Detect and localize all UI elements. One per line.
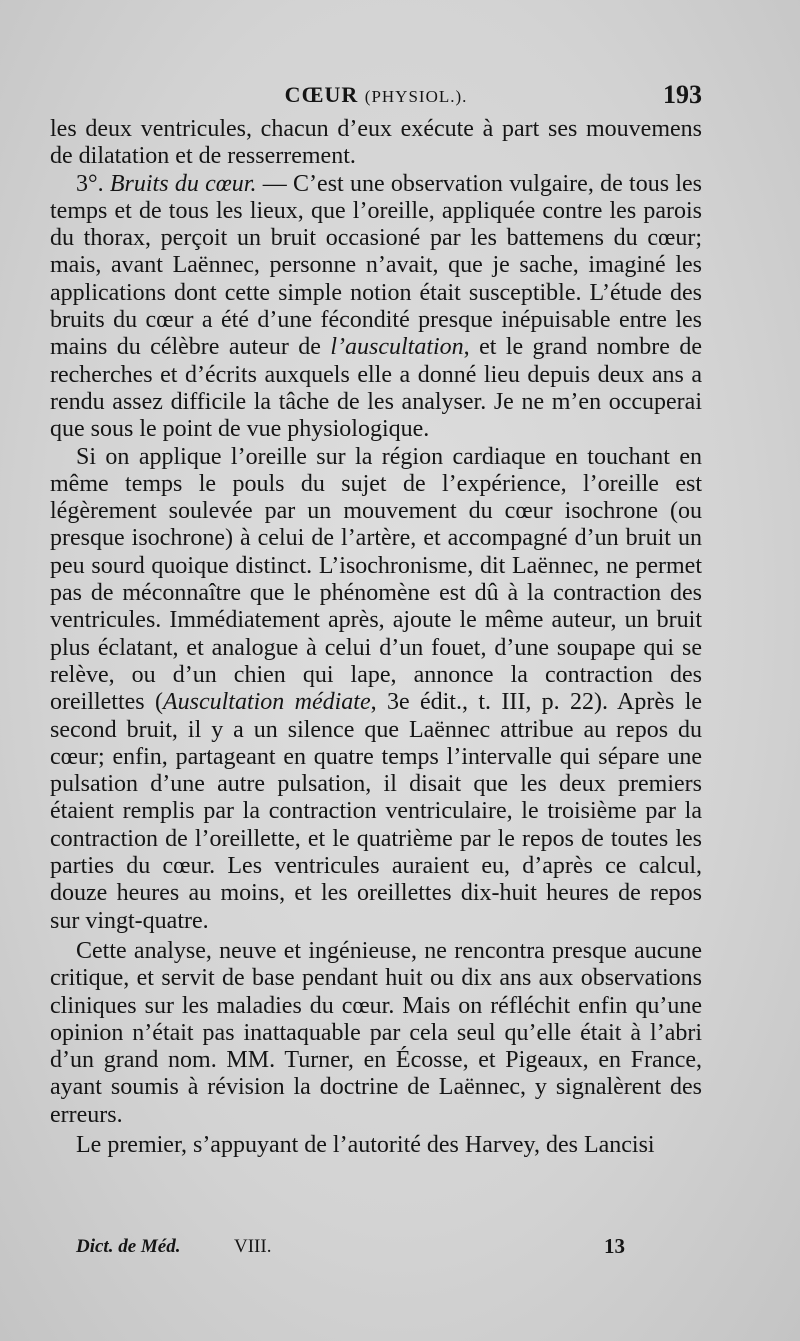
text-run: Si on applique l’oreille sur la région cardiaque en touchant en même temps le pouls du sujet de l’expérience, l’oreille est légèrement soulevée par un mouvement du cœur isochrone (ou presque isochrone) à celui de l’artère, et accompagné d’un bruit un peu sourd quoique distinct. L’isochronisme, dit Laënnec, ne permet pas de méconnaître que le phénomène est dû à la contraction des ventricules. Immédiatement après, ajoute le même auteur, un bruit plus éclatant, et analogue à celui d’un fouet, d’une soupape qui se relève, ou d’un chien qui lape, annonce la contraction des oreillettes ( <box>50 443 702 716</box>
paragraph <box>50 116 702 171</box>
page-header <box>50 82 702 116</box>
paragraph <box>50 444 702 935</box>
page-number: 193 <box>663 80 702 109</box>
text-run: les deux ventricules, chacun d’eux exécute à part ses mouvemens de dilatation et de resserrement. <box>50 116 702 170</box>
text-run: , 3e édit., t. III, p. 22). Après le second bruit, il y a un silence que Laënnec attribue au repos du cœur; enfin, partageant en quatre temps l’intervalle qui sépare une pulsation d’une autre pulsation, il disait que les deux premiers étaient remplis par la contraction ventriculaire, le troisième par la contraction de l’oreillette, et le quatrième par le repos de toutes les parties du cœur. Les ventricules auraient eu, d’après ce calcul, douze heures au moins, et les oreillettes dix-huit heures de repos sur vingt-quatre. <box>50 689 703 934</box>
italic-text: Auscultation médiate <box>162 689 371 716</box>
italic-text: l’auscultation <box>330 334 464 361</box>
signature-number: 13 <box>604 1234 625 1258</box>
text-run: — C’est une observation vulgaire, de tous les temps et de tous les lieux, que l’oreille, appliquée contre les parois du thorax, perçoit un bruit occasioné par les battemens du cœur; mais, avant Laënnec, personne n’avait, que je sache, imaginé les applications dont cette simple notion était susceptible. L’étude des bruits du cœur a été d’une fécondité presque inépuisable entre les mains du célèbre auteur de <box>50 170 702 361</box>
signature-title: Dict. de Méd. <box>76 1236 181 1257</box>
page-footer <box>76 1236 636 1266</box>
text-run: Cette analyse, neuve et ingénieuse, ne rencontra presque aucune critique, et servit de base pendant huit ou dix ans aux observations cliniques sur les maladies du cœur. Mais on réfléchit enfin qu’une opinion n’était pas inattaquable par cela seul qu’elle était à l’abri d’un grand nom. MM. Turner, en Écosse, et Pigeaux, en France, ayant soumis à révision la doctrine de Laënnec, y signalèrent des erreurs. <box>50 937 702 1128</box>
paragraph <box>50 938 702 1129</box>
text-run: 3°. <box>76 170 110 197</box>
text-run: , et le grand nombre de recherches et d’écrits auxquels elle a donné lieu depuis deux ans a rendu assez difficile la tâche de les analyser. Je ne m’en occuperai que sous le point de vue physiologique. <box>50 334 703 443</box>
running-head-title: CŒUR <box>284 82 359 107</box>
paragraph <box>50 171 702 444</box>
running-head <box>50 82 702 108</box>
paragraph <box>50 1132 702 1159</box>
running-head-subtitle: (PHYSIOL.). <box>364 87 468 106</box>
signature-volume: VIII. <box>234 1236 272 1257</box>
italic-text: Bruits du cœur. <box>109 170 257 197</box>
body-text <box>50 116 702 1159</box>
text-run: Le premier, s’appuyant de l’autorité des Harvey, des Lancisi <box>76 1131 655 1158</box>
